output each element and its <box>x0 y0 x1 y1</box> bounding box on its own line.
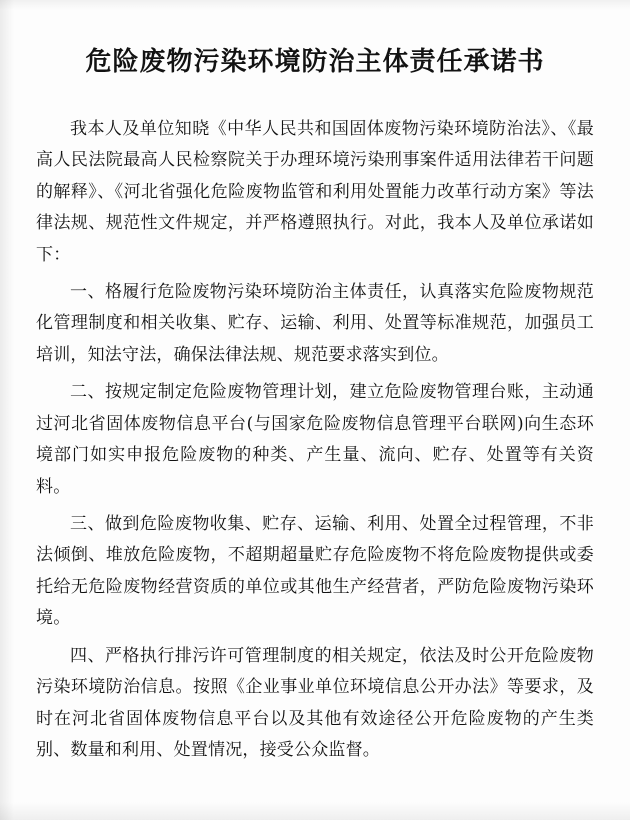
paragraph-clause-2: 二、按规定制定危险废物管理计划，建立危险废物管理台账，主动通过河北省固体废物信息平台(与国家危险废物信息管理平台联网)向生态环境部门如实申报危险废物的种类、产生量、流向、贮存、处置等有关资料。 <box>36 382 594 497</box>
paragraph-preamble: 我本人及单位知晓《中华人民共和国固体废物污染环境防治法》、《最高人民法院最高人民检察院关于办理环境污染刑事案件适用法律若干问题的解释》、《河北省强化危险废物监管和利用处置能力改革行动方案》等法律法规、规范性文件规定，并严格遵照执行。对此，我本人及单位承诺如下： <box>36 118 594 265</box>
document-body <box>36 114 594 767</box>
paragraph-clause-1: 一、格履行危险废物污染环境防治主体责任，认真落实危险废物规范化管理制度和相关收集、贮存、运输、利用、处置等标准规范，加强员工培训，知法守法，确保法律法规、规范要求落实到位。 <box>36 281 594 365</box>
page-bottom-shadow <box>0 802 630 820</box>
paragraph-clause-3: 三、做到危险废物收集、贮存、运输、利用、处置全过程管理，不非法倾倒、堆放危险废物，不超期超量贮存危险废物不将危险废物提供或委托给无危险废物经营资质的单位或其他生产经营者，严防危险废物污染环境。 <box>36 514 594 629</box>
page-top-shadow <box>0 0 630 10</box>
page-title: 危险废物污染环境防治主体责任承诺书 <box>85 47 545 77</box>
page-left-shadow <box>0 0 14 820</box>
paragraph-clause-4: 四、严格执行排污许可管理制度的相关规定，依法及时公开危险废物污染环境防治信息。按照《企业事业单位环境信息公开办法》等要求，及时在河北省固体废物信息平台以及其他有效途径公开危险废物的产生类别、数量和利用、处置情况，接受公众监督。 <box>36 645 594 761</box>
